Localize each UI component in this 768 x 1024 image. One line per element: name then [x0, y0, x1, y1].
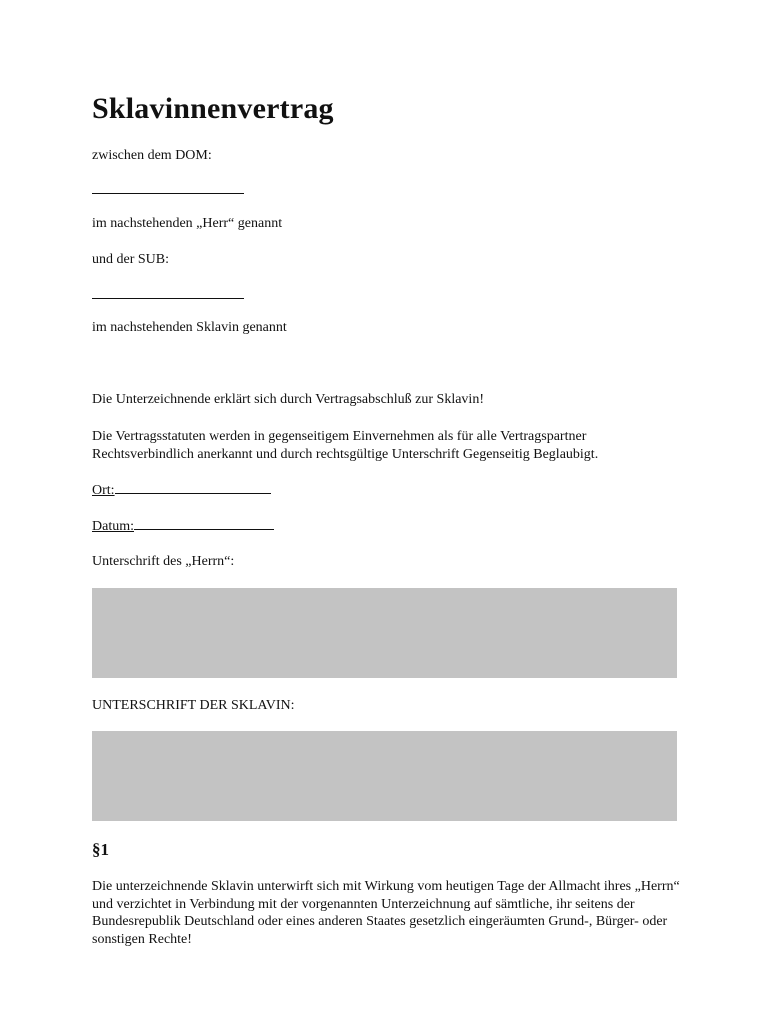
- dom-named-text: im nachstehenden „Herr“ genannt: [92, 216, 283, 231]
- signature-master-label: Unterschrift des „Herrn“:: [92, 554, 235, 569]
- section-1-heading: §1: [92, 840, 109, 859]
- sub-named-text: im nachstehenden Sklavin genannt: [92, 320, 287, 335]
- between-dom-text: zwischen dem DOM:: [92, 148, 212, 163]
- and-sub-text: und der SUB:: [92, 252, 169, 267]
- declaration-paragraph: Die Unterzeichnende erklärt sich durch Vertragsabschluß zur Sklavin!: [92, 392, 484, 407]
- date-label: Datum:: [92, 519, 134, 534]
- signature-slave-box[interactable]: [92, 731, 677, 821]
- signature-master-box[interactable]: [92, 588, 677, 678]
- signature-slave-label: UNTERSCHRIFT DER SKLAVIN:: [92, 698, 295, 713]
- dom-name-blank-line[interactable]: [92, 193, 244, 194]
- date-field: [92, 517, 274, 536]
- place-label: Ort:: [92, 483, 115, 498]
- date-input-line[interactable]: [134, 517, 274, 530]
- statutes-paragraph: Die Vertragsstatuten werden in gegenseitigem Einvernehmen als für alle Vertragspartner Rechtsverbindlich anerkannt und durch rechtsgültige Unterschrift Gegenseitig Beglaubigt.: [92, 429, 599, 462]
- place-field: [92, 481, 271, 500]
- document-title: Sklavinnenvertrag: [92, 92, 334, 125]
- section-1-paragraph: Die unterzeichnende Sklavin unterwirft sich mit Wirkung vom heutigen Tage der Allmacht ihres „Herrn“ und verzichtet in Verbindung mit der vorgenannten Unterzeichnung auf sämtliche, ihr seitens der Bundesrepublik Deutschland oder eines anderen Staates gesetzlich eingeräumten Grund-, Bürger- oder sonstigen Rechte!: [92, 879, 680, 947]
- sub-name-blank-line[interactable]: [92, 298, 244, 299]
- place-input-line[interactable]: [115, 481, 271, 494]
